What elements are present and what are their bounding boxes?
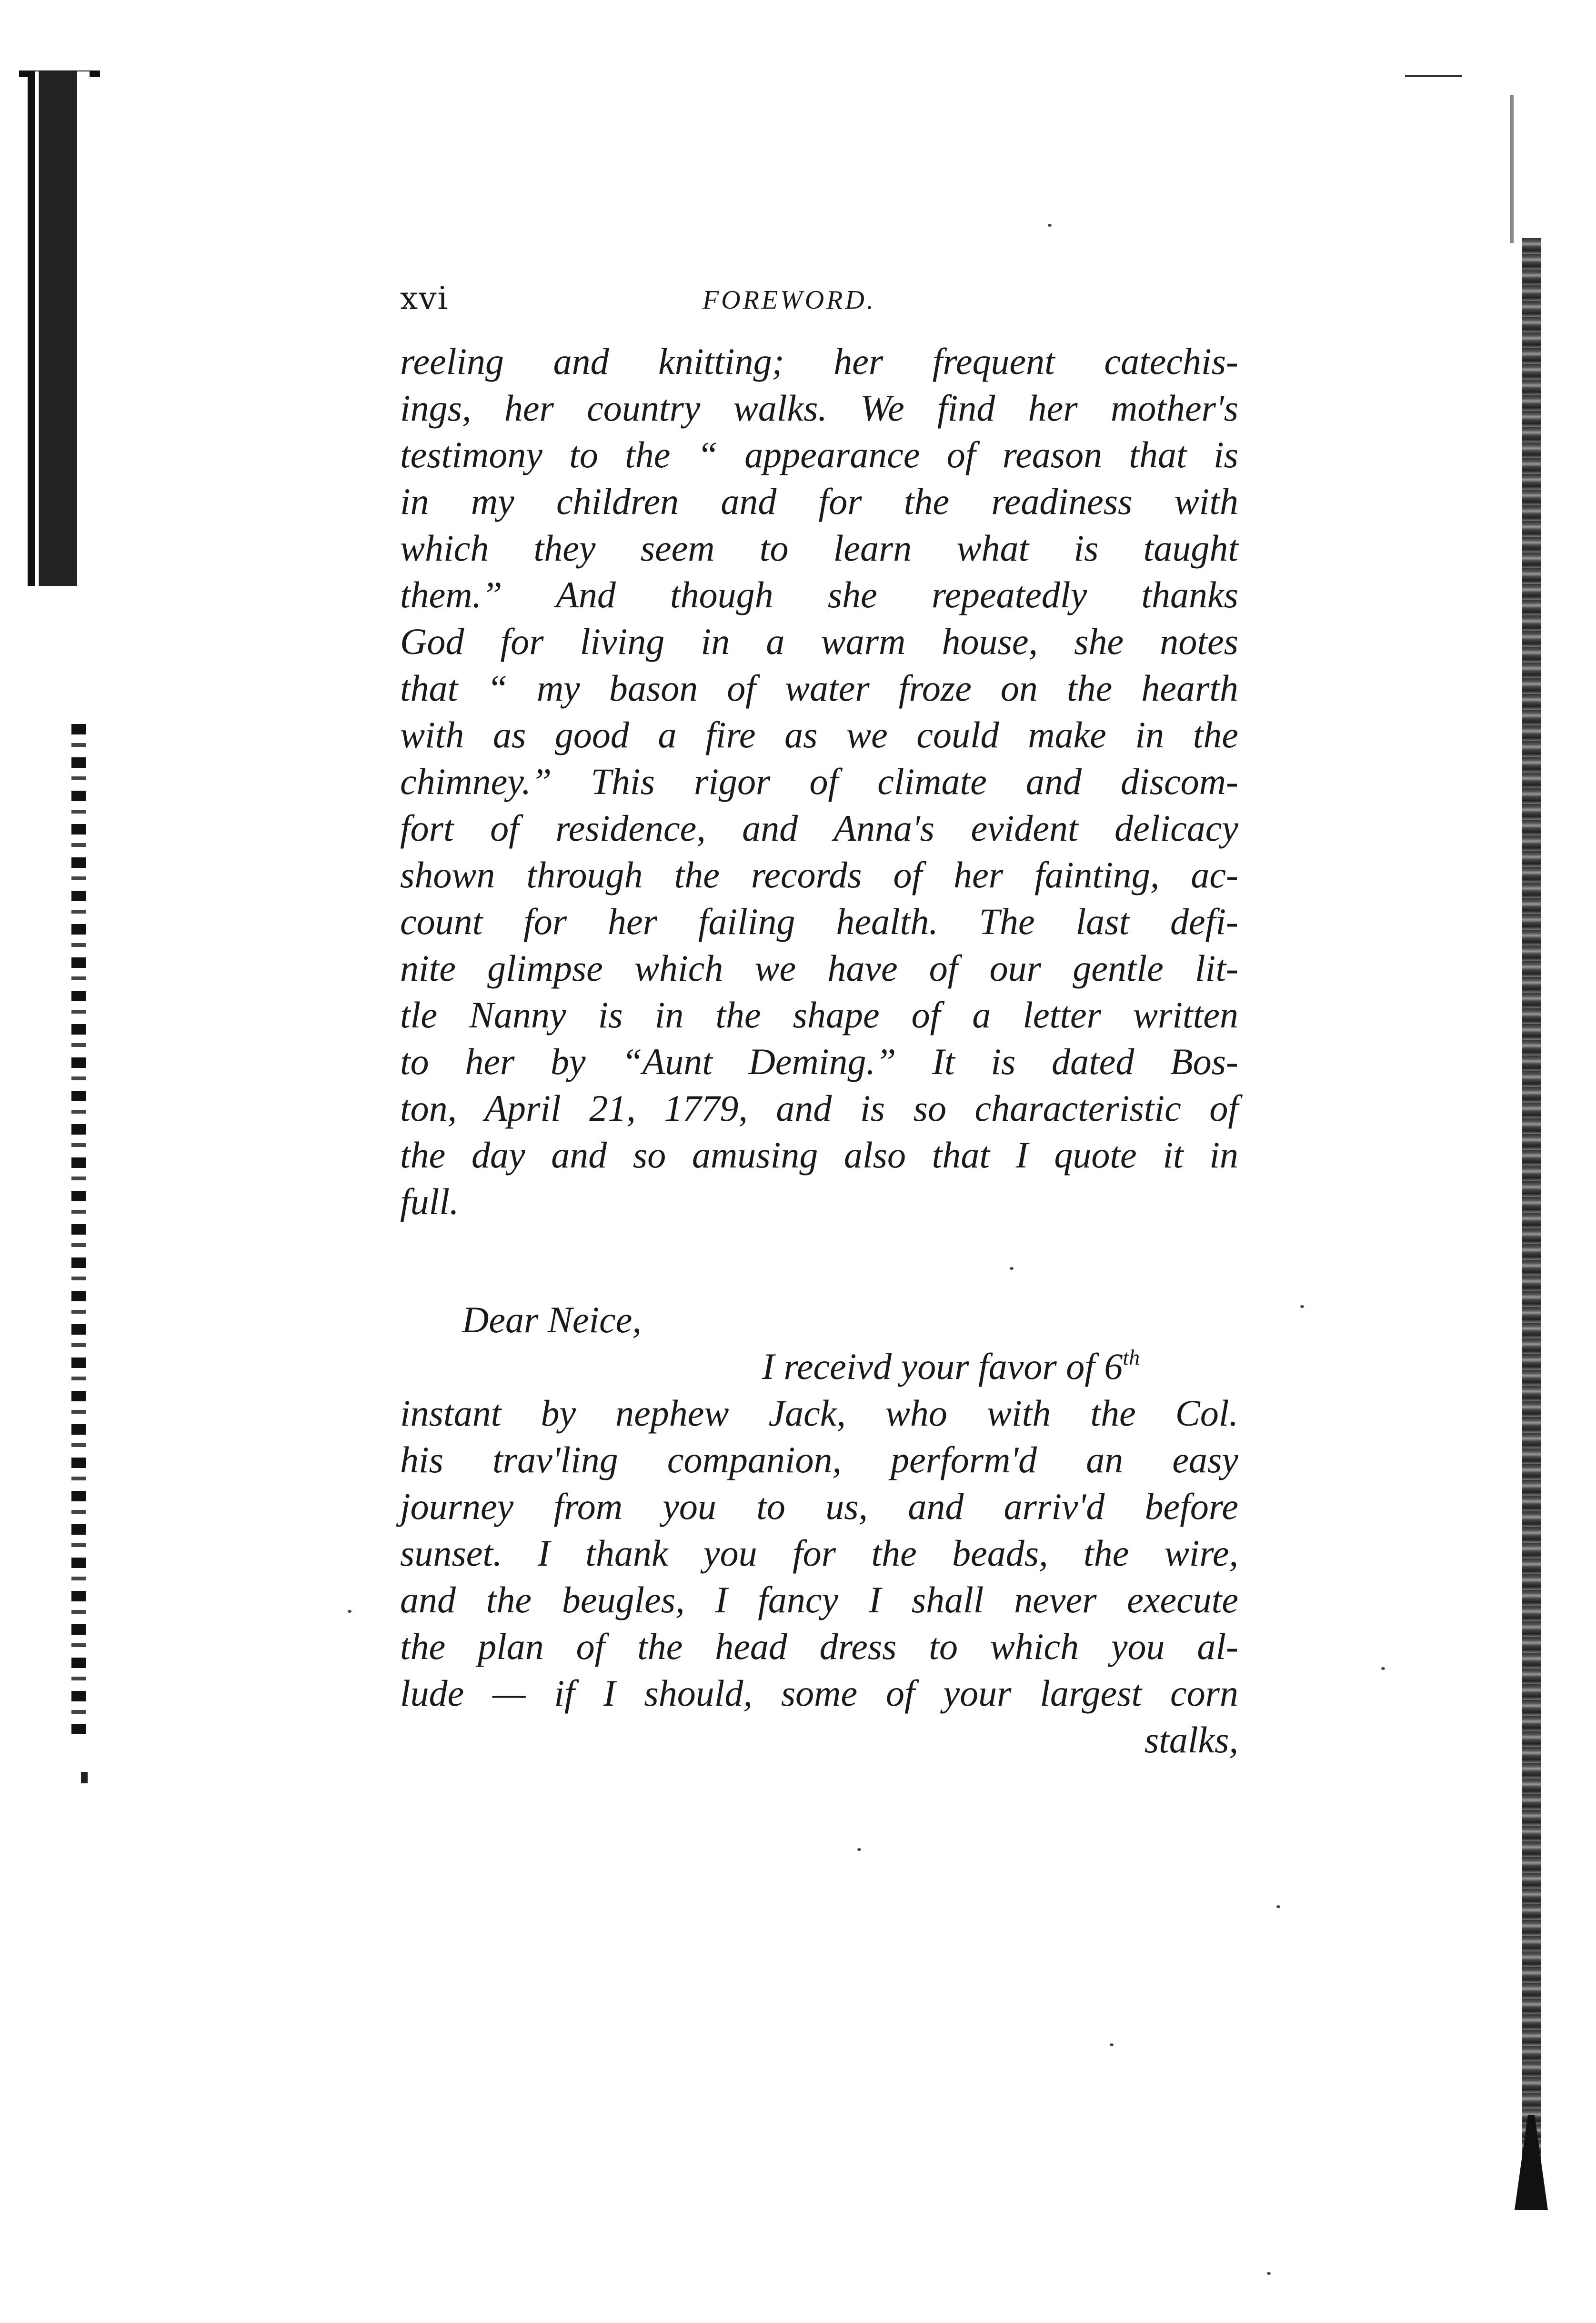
letter-line: and the beugles, I fancy I shall never execute [400, 1579, 1238, 1620]
binding-shadow-left [28, 71, 90, 586]
letter-line: lude — if I should, some of your largest corn [400, 1672, 1238, 1714]
body-line: testimony to the “ appearance of reason that is [400, 434, 1238, 475]
body-line: in my children and for the readiness with [400, 481, 1238, 522]
page-edge-right [1522, 238, 1541, 2191]
body-line: the day and so amusing also that I quote it in [400, 1134, 1238, 1176]
body-line: tle Nanny is in the shape of a letter written [400, 994, 1238, 1036]
body-line: full. [400, 1181, 459, 1222]
body-line: God for living in a warm house, she notes [400, 621, 1238, 662]
letter-line: the plan of the head dress to which you al- [400, 1626, 1238, 1667]
body-line: fort of residence, and Anna's evident delicacy [400, 807, 1238, 849]
speck [1048, 224, 1052, 227]
speck [857, 1848, 861, 1851]
book-page [400, 272, 1257, 1763]
running-title: FOREWORD. [703, 285, 876, 315]
speck [1267, 2272, 1271, 2275]
letter-first-line [400, 1343, 1257, 1390]
body-line: nite glimpse which we have of our gentle lit- [400, 947, 1238, 989]
body-line: that “ my bason of water froze on the hearth [400, 667, 1238, 709]
page-number: xvi [400, 280, 449, 317]
scan-mark-top [1405, 75, 1462, 77]
body-line: to her by “Aunt Deming.” It is dated Bos- [400, 1041, 1238, 1082]
body-paragraph [400, 338, 1257, 1225]
letter-line: his trav'ling companion, perform'd an easy [400, 1439, 1238, 1480]
page-header [400, 272, 1257, 324]
speck [1381, 1667, 1385, 1670]
binding-marks-left [71, 724, 86, 1734]
letter-line: sunset. I thank you for the beads, the wire, [400, 1532, 1238, 1574]
body-line: them.” And though she repeatedly thanks [400, 574, 1238, 615]
body-line: count for her failing health. The last defi- [400, 901, 1238, 942]
catchword: stalks, [1144, 1719, 1238, 1760]
quoted-letter [400, 1297, 1257, 1763]
body-line: chimney.” This rigor of climate and discom- [400, 761, 1238, 802]
speck [1300, 1305, 1304, 1308]
body-line: which they seem to learn what is taught [400, 527, 1238, 569]
page-edge-top-right [1510, 95, 1514, 243]
speck [1276, 1905, 1280, 1908]
speck [348, 1610, 351, 1613]
speck [1110, 2043, 1114, 2046]
body-line: ton, April 21, 1779, and is so characteristic of [400, 1087, 1238, 1129]
body-line: shown through the records of her fainting, ac- [400, 854, 1238, 895]
body-line: with as good a fire as we could make in the [400, 714, 1238, 755]
letter-line: journey from you to us, and arriv'd before [400, 1486, 1238, 1527]
page-edge-corner [1515, 2115, 1548, 2210]
body-line: ings, her country walks. We find her mother's [400, 387, 1238, 429]
letter-salutation: Dear Neice, [462, 1299, 642, 1340]
binding-mark-left [81, 1772, 88, 1783]
letter-line: instant by nephew Jack, who with the Col. [400, 1392, 1238, 1434]
body-line: reeling and knitting; her frequent catechis- [400, 341, 1238, 382]
letter-superscript: th [1123, 1345, 1140, 1369]
letter-first-line-text: I receivd your favor of 6 [762, 1346, 1123, 1387]
